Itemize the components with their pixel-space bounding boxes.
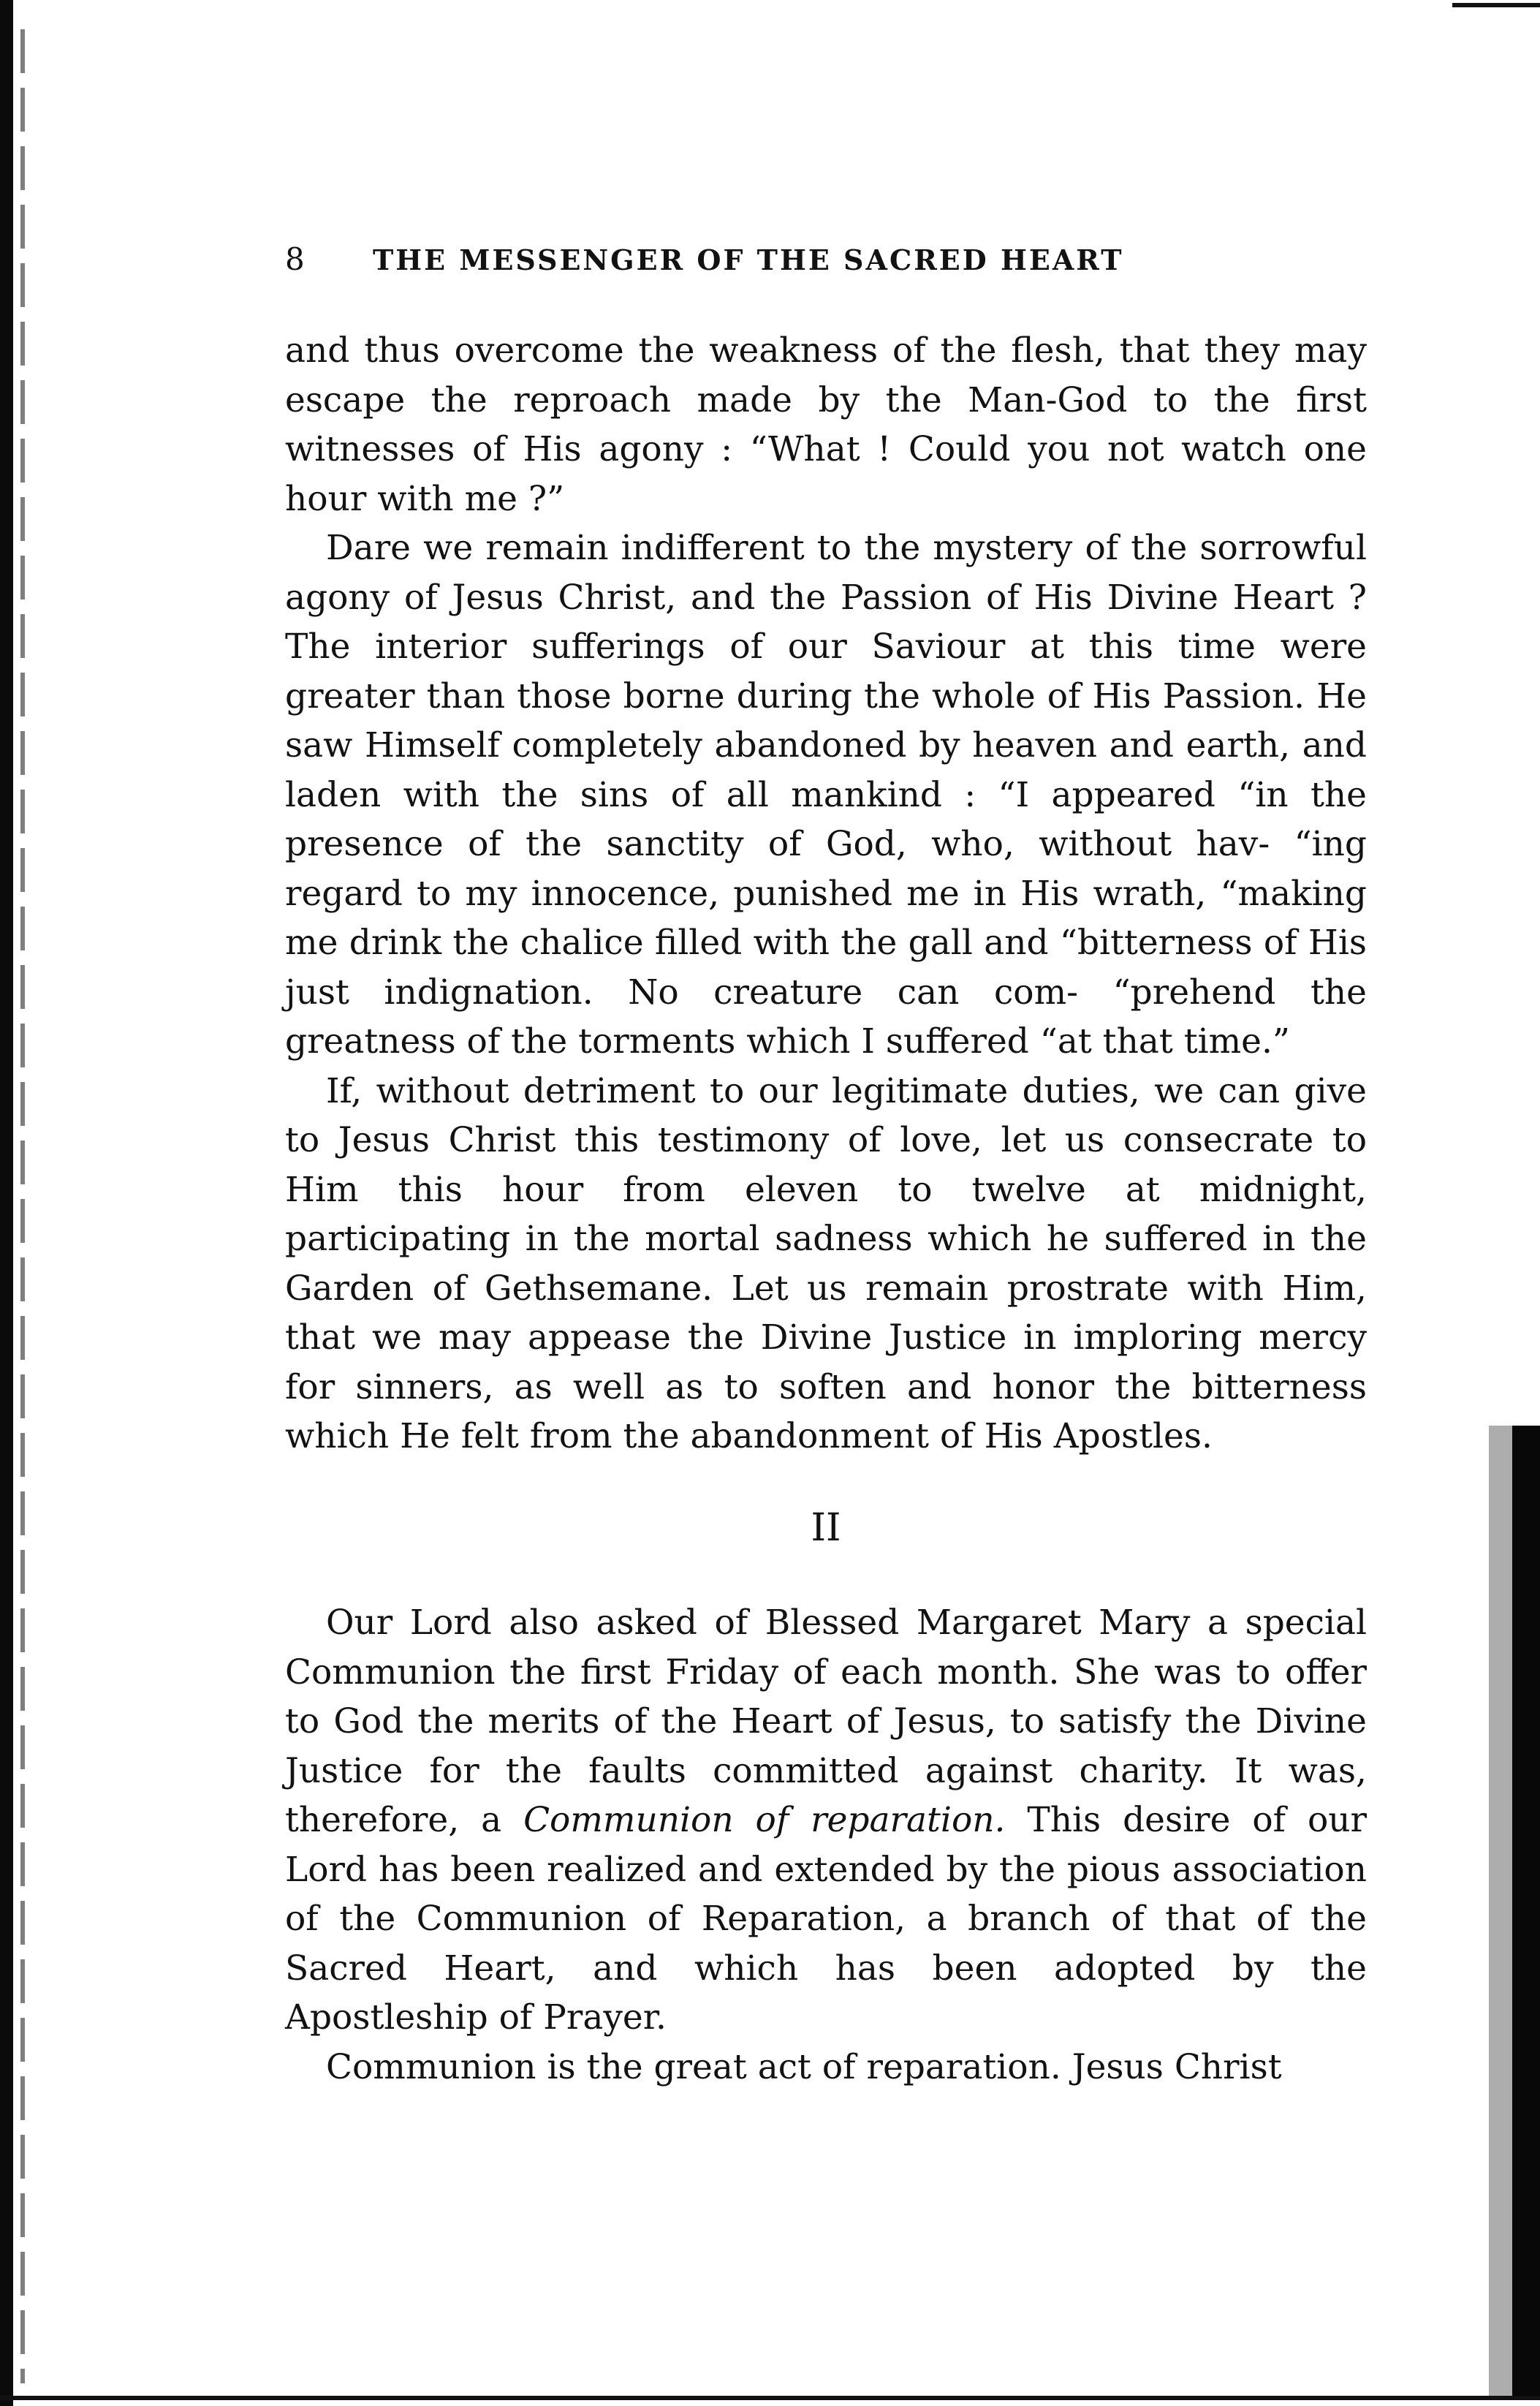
scan-left-edge-shadow <box>20 29 25 2383</box>
scan-top-rule <box>1452 3 1540 7</box>
paragraph-4-italic-phrase: Communion of reparation. <box>523 1800 1006 1840</box>
book-page <box>285 241 1367 2092</box>
paragraph-4-end: This desire of our Lord has been realized and extended by the pious association of the Communion of Reparation, a branch of that of the Sacred Heart, and which has been adopted by the Apostleship of Prayer. <box>285 1800 1368 2038</box>
paragraph-4 <box>285 1598 1367 2043</box>
running-head <box>285 241 1367 285</box>
page-number: 8 <box>285 241 306 277</box>
paragraph-2: Dare we remain indifferent to the mystery of the sorrowful agony of Jesus Christ, and the Passion of His Divine Heart ? The interior sufferings of our Saviour at this time were greater than those borne during the whole of His Passion. He saw Himself completely abandoned by heaven and earth, and laden with the sins of all mankind : “I appeared “in the presence of the sanctity of God, who, without hav- “ing regard to my innocence, punished me in His wrath, “making me drink the chalice filled with the gall and “bitterness of His just indignation. No creature can com- “prehend the greatness of the torments which I suffered “at that time.” <box>285 528 1367 1062</box>
body-text <box>285 326 1367 2092</box>
paragraph-1: and thus overcome the weakness of the flesh, that they may escape the reproach made by the Man-God to the first witnesses of His agony : “What ! Could you not watch one hour with me ?” <box>285 330 1367 519</box>
paragraph-4-start: Our Lord also asked of Blessed Margaret Mary a special Communion the first Friday of each month. She was to offer to God the merits of the Heart of Jesus, to satisfy the Divine Justice for the faults committed against charity. It was, therefore, a <box>285 1603 1367 1840</box>
scan-bottom-rule <box>0 2396 1540 2400</box>
paragraph-3: If, without detriment to our legitimate duties, we can give to Jesus Christ this testimony of love, let us consecrate to Him this hour from eleven to twelve at midnight, participating in the mortal sadness which he suffered in the Garden of Gethsemane. Let us remain prostrate with Him, that we may appease the Divine Justice in imploring mercy for sinners, as well as to soften and honor the bitterness which He felt from the abandonment of His Apostles. <box>285 1070 1367 1456</box>
paragraph-5: Communion is the great act of reparation. Jesus Christ <box>326 2046 1282 2087</box>
scan-right-edge <box>1474 1426 1540 2398</box>
section-numeral: II <box>811 1505 841 1550</box>
running-title: THE MESSENGER OF THE SACRED HEART <box>373 243 1124 276</box>
scan-left-border <box>0 0 13 2406</box>
